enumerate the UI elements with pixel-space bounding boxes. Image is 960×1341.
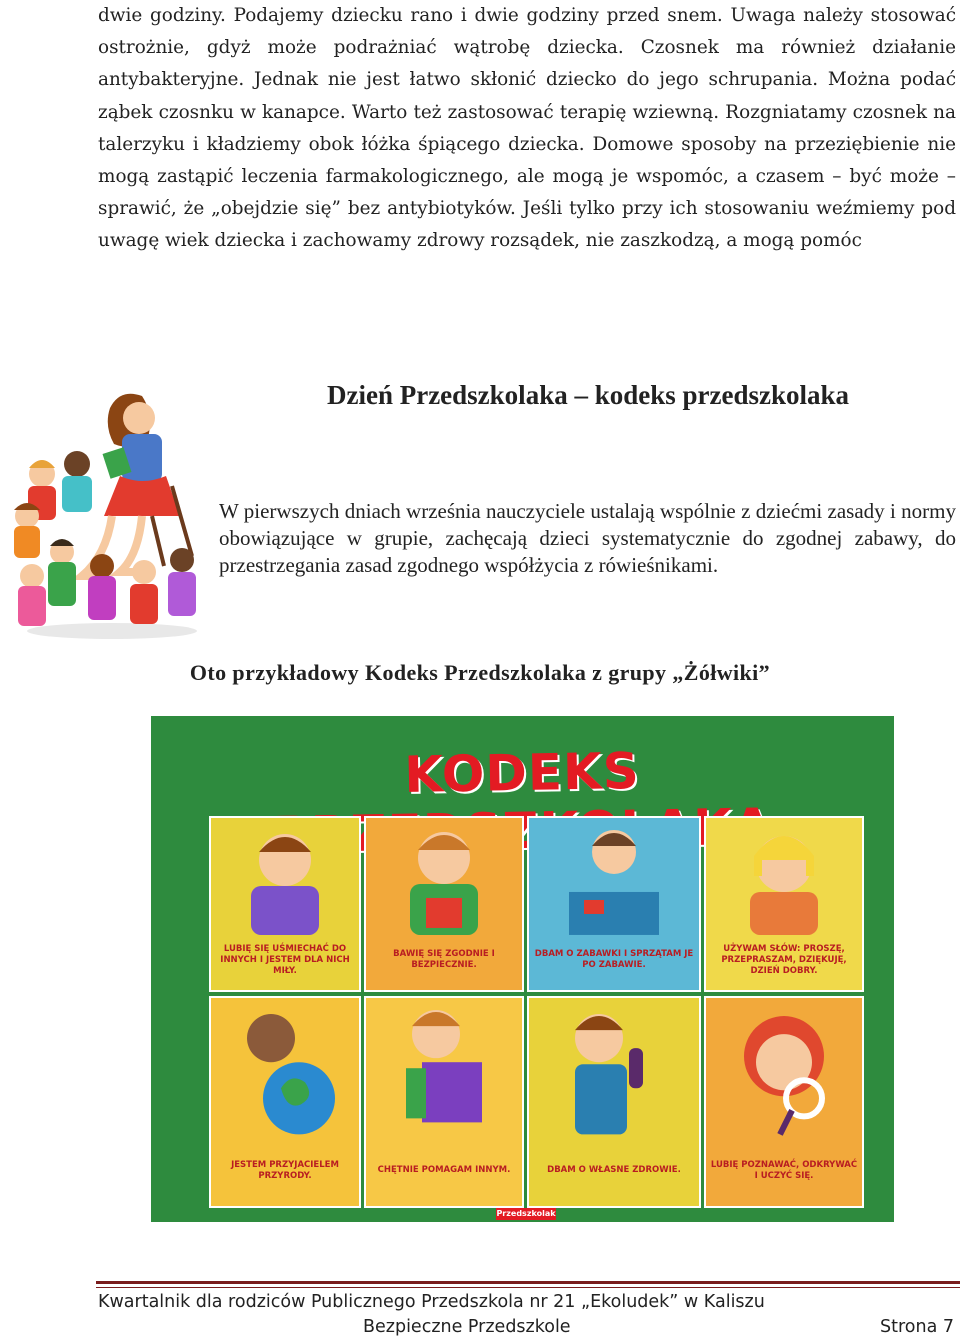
section-paragraph: W pierwszych dniach września nauczyciele ustalają wspólnie z dziećmi zasady i normy obowiązujące w grupie, zachęcają dzieci systematycznie do zgodnej zabawy, do przestrzegania zasad zgodnego współżycia z rówieśnikami. — [219, 499, 956, 577]
poster-panel — [364, 816, 524, 992]
footer-subtitle: Bezpieczne Przedszkole — [363, 1317, 571, 1337]
poster-panel — [704, 816, 864, 992]
panel-caption: UŻYWAM SŁÓW: PROSZĘ, PRZEPRASZAM, DZIĘKUJĘ, DZIEŃ DOBRY. — [721, 943, 847, 976]
poster-panel — [704, 996, 864, 1208]
footer-rule — [96, 1281, 960, 1284]
panel-caption: LUBIĘ POZNAWAĆ, ODKRYWAĆ I UCZYĆ SIĘ. — [710, 1159, 858, 1181]
child-with-globe-icon — [211, 998, 359, 1139]
child-playing-icon — [366, 818, 522, 935]
child-tidying-toys-icon — [529, 818, 699, 935]
footer-rule-thin — [96, 1287, 960, 1288]
brand-label: Przedszkolak — [496, 1209, 556, 1218]
poster-panel — [527, 996, 701, 1208]
teacher-reading-to-children-icon — [2, 376, 202, 644]
panel-caption: LUBIĘ SIĘ UŚMIECHAĆ DO INNYCH I JESTEM DLA NICH MIŁY. — [220, 943, 350, 976]
page-number: Strona 7 — [880, 1317, 954, 1337]
panel-caption: CHĘTNIE POMAGAM INNYM. — [377, 1165, 511, 1176]
child-helping-icon — [366, 998, 522, 1139]
panel-caption: DBAM O ZABAWKI I SPRZĄTAM JE PO ZABAWIE. — [534, 949, 694, 971]
girl-greeting-icon — [706, 818, 862, 935]
poster-panel — [527, 816, 701, 992]
poster-panel — [209, 996, 361, 1208]
poster-title: KODEKS — [403, 741, 641, 805]
intro-paragraph: dwie godziny. Podajemy dziecku rano i dwie godziny przed snem. Uwaga należy stosować ostrożnie, gdyż może podrażniać wątrobę dziecka. Czosnek ma również działanie antybakteryjne. Jednak nie jest łatwo skłonić dziecko do jego schrupania. Można podać ząbek czosnku w kanapce. Warto też zastosować terapię wziewną. Rozgniatamy czosnek na talerzyku i kładziemy obok łóżka śpiącego dziecka. Domowe sposoby na przeziębienie nie mogą zastąpić leczenia farmakologicznego, ale mogą je wspomóc, a czasem – być może – sprawić, że „obejdzie się” bez antybiotyków. Jeśli tylko przy ich stosowaniu weźmiemy pod uwagę wiek dziecka i zachowamy zdrowy rozsądek, nie zaszkodzą, a mogą pomóc — [98, 5, 956, 252]
panel-caption: BAWIĘ SIĘ ZGODNIE I BEZPIECZNIE. — [393, 949, 495, 971]
girl-with-magnifier-icon — [706, 998, 862, 1139]
child-healthy-icon — [529, 998, 699, 1139]
footer-publication: Kwartalnik dla rodziców Publicznego Przedszkola nr 21 „Ekoludek” w Kaliszu — [98, 1292, 765, 1312]
poster-panel — [209, 816, 361, 992]
example-heading: Oto przykładowy Kodeks Przedszkolaka z grupy „Żółwiki” — [189, 660, 771, 685]
poster-panel — [364, 996, 524, 1208]
child-smiling-icon — [211, 818, 359, 935]
panel-caption: DBAM O WŁASNE ZDROWIE. — [547, 1165, 681, 1176]
section-title: Dzień Przedszkolaka – kodeks przedszkolaka — [326, 380, 850, 410]
panel-caption: JESTEM PRZYJACIELEM PRZYRODY. — [231, 1159, 339, 1181]
kodeks-poster-photo — [151, 716, 894, 1222]
